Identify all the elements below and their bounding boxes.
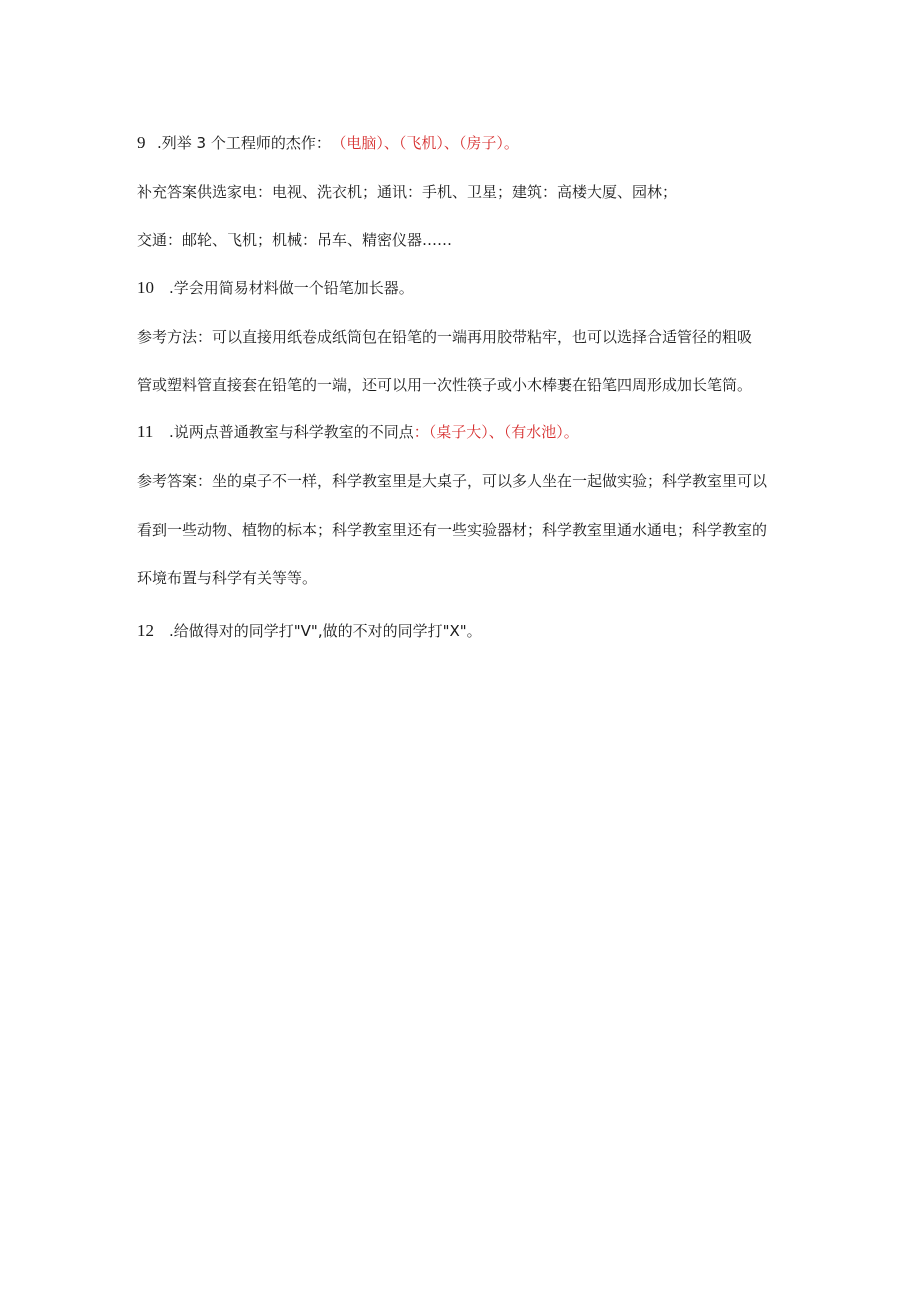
question-9-text: .列举 3 个工程师的杰作： xyxy=(157,134,331,152)
question-11-text: .说两点普通教室与科学教室的不同点 xyxy=(169,423,414,441)
question-11-reference-line-2: 看到一些动物、植物的标本；科学教室里还有一些实验器材；科学教室里通水通电；科学教室的 xyxy=(137,521,768,539)
question-11-reference-line-3: 环境布置与科学有关等等。 xyxy=(137,569,318,587)
question-10-method-line-2: 管或塑料管直接套在铅笔的一端，还可以用一次性筷子或小木棒裹在铅笔四周形成加长笔筒。 xyxy=(137,376,753,394)
question-9-number: 9 xyxy=(137,133,146,152)
question-12 xyxy=(137,621,482,641)
question-11 xyxy=(137,422,579,442)
question-9-note-line-1: 补充答案供选家电：电视、洗衣机；通讯：手机、卫星；建筑：高楼大厦、园林； xyxy=(137,183,678,201)
question-9-answer: （电脑）、（飞机）、（房子）。 xyxy=(338,134,519,152)
question-10-text: .学会用简易材料做一个铅笔加长器。 xyxy=(169,279,414,297)
question-12-text: .给做得对的同学打"V",做的不对的同学打"X"。 xyxy=(169,622,482,640)
question-11-number: 11 xyxy=(137,422,154,441)
question-11-answer: ：（桌子大）、（有水池）。 xyxy=(413,423,579,441)
question-9 xyxy=(137,133,519,153)
question-12-number: 12 xyxy=(137,621,154,640)
question-11-reference-line-1: 参考答案：坐的桌子不一样，科学教室里是大桌子，可以多人坐在一起做实验；科学教室里可以 xyxy=(137,472,768,490)
question-10 xyxy=(137,278,414,298)
question-10-method-line-1: 参考方法：可以直接用纸卷成纸筒包在铅笔的一端再用胶带粘牢，也可以选择合适管径的粗吸 xyxy=(137,328,753,346)
question-9-note-line-2: 交通：邮轮、飞机；机械：吊车、精密仪器…… xyxy=(137,231,453,249)
question-10-number: 10 xyxy=(137,278,154,297)
